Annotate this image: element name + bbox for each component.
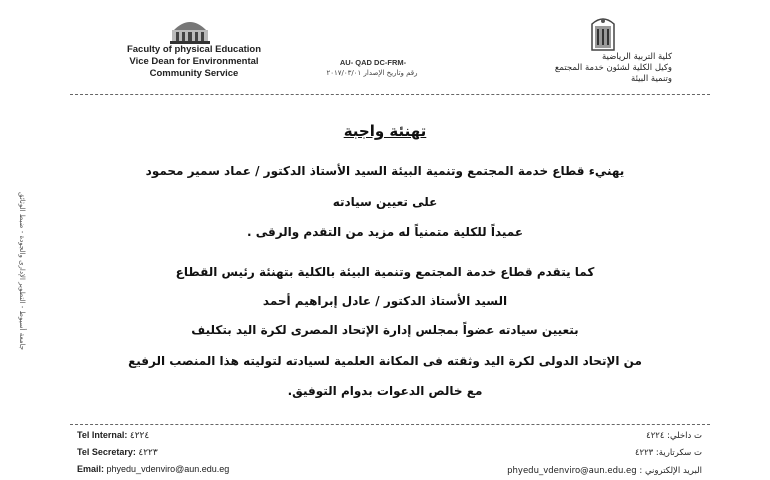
footer-ar-secretary: ت سكرتارية: ٤٢٢٣ — [634, 448, 702, 458]
ar-header-line: وكيل الكلية لشئون خدمة المجتمع — [554, 63, 672, 73]
letter-line: مع خالص الدعوات بدوام التوفيق. — [287, 384, 483, 398]
tel-internal-label: Tel Internal: — [77, 430, 128, 440]
footer-email — [77, 464, 229, 474]
letter-line: السيد الأستاذ الدكتور / عادل إبراهيم أحمد — [262, 294, 508, 308]
header-divider — [70, 94, 710, 95]
en-header-line: Vice Dean for Environmental — [129, 56, 259, 67]
tel-secretary-value: ٤٢٢٣ — [138, 447, 158, 457]
en-header-line: Community Service — [149, 68, 239, 79]
letter-line: على تعيين سيادته — [332, 195, 438, 209]
faculty-name-arabic — [512, 52, 672, 85]
footer-tel-secretary — [77, 447, 158, 458]
letter-line: كما يتقدم قطاع خدمة المجتمع وتنمية البيئة بالكلية بتهنئة رئيس القطاع — [175, 265, 595, 279]
form-issue-date: رقم وتاريخ الإصدار ٢٠١٧/٠٣/٠١ — [326, 69, 418, 77]
document-control-note: جامعة أسيوط - التطوير الإدارى والجودة - ضبط الوثائق — [18, 191, 26, 350]
ar-email-link[interactable]: phyedu_vdenviro@aun.edu.eg — [507, 466, 637, 476]
letter-line: عميداً للكلية متمنياً له مزيد من التقدم والرقى . — [246, 225, 524, 239]
letter-line: من الإتحاد الدولى لكرة اليد وثقته فى المكانة العلمية لسيادته لتوليته هذا المنصب الرفيع — [128, 354, 642, 368]
faculty-logo — [170, 14, 210, 44]
email-link[interactable]: phyedu_vdenviro@aun.edu.eg — [106, 464, 230, 474]
faculty-name-english — [124, 44, 264, 80]
tel-secretary-label: Tel Secretary: — [77, 447, 136, 457]
form-code: AU- QAD DC-FRM- — [339, 58, 407, 67]
ar-header-line: كلية التربية الرياضية — [601, 52, 672, 62]
letter-title: تهنئة واجبة — [343, 122, 427, 140]
footer-ar-internal: ت داخلي: ٤٢٢٤ — [646, 431, 702, 441]
email-label: Email: — [77, 464, 105, 474]
letter-line: بتعيين سيادته عضواً بمجلس إدارة الإتحاد المصرى لكرة اليد بتكليف — [191, 323, 579, 337]
en-header-line: Faculty of physical Education — [126, 44, 262, 55]
ar-email-label: البريد الإلكتروني : — [639, 466, 702, 476]
ar-header-line: وتنمية البيئة — [631, 74, 672, 84]
footer-tel-internal — [77, 430, 149, 441]
letter-line: يهنيء قطاع خدمة المجتمع وتنمية البيئة السيد الأستاذ الدكتور / عماد سمير محمود — [145, 164, 625, 178]
tel-internal-value: ٤٢٢٤ — [129, 430, 150, 440]
footer-ar-email — [507, 466, 702, 476]
university-emblem — [586, 12, 620, 52]
footer-divider — [70, 424, 710, 425]
